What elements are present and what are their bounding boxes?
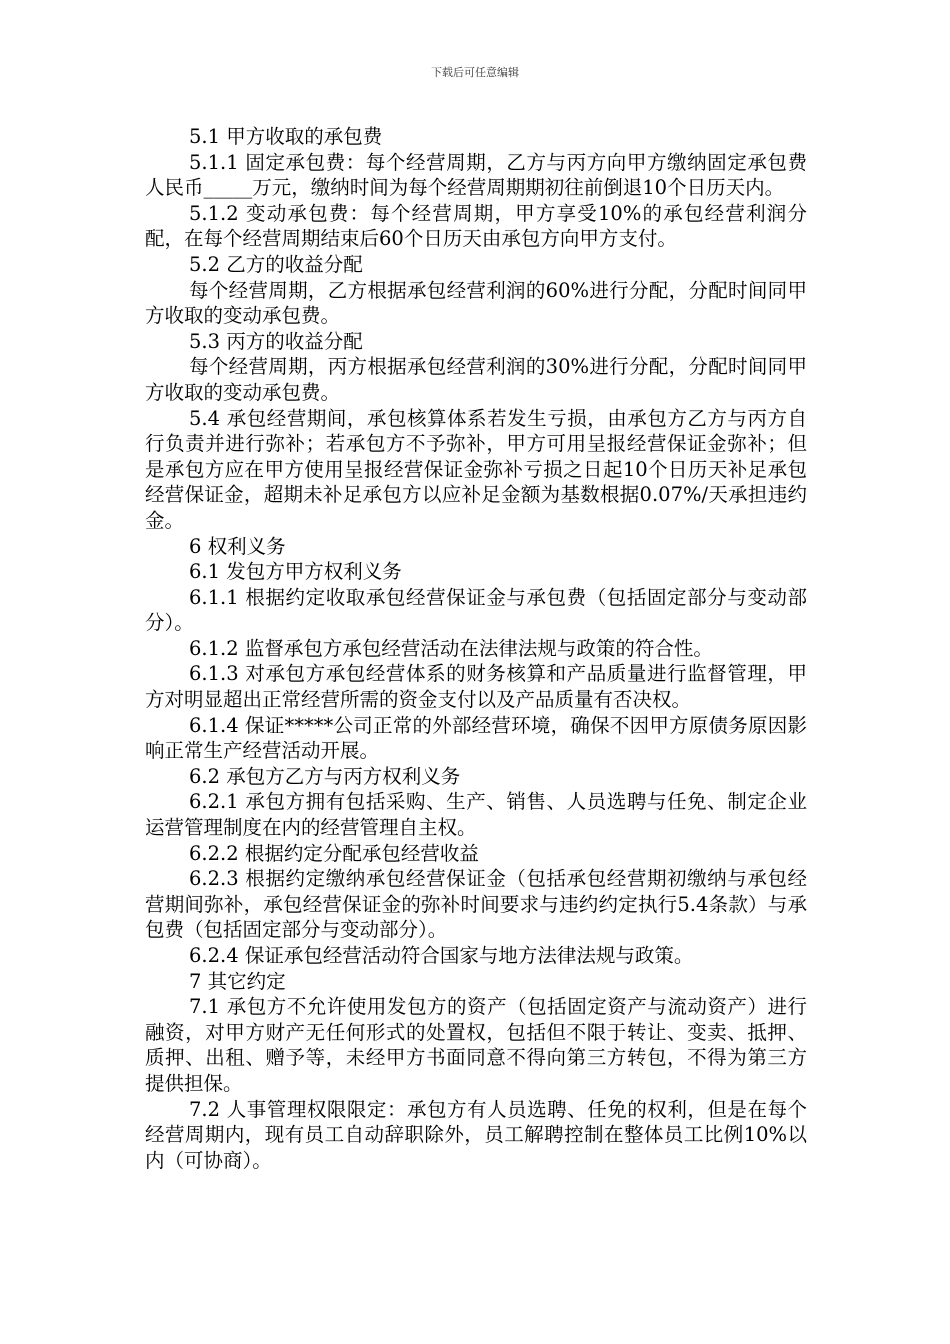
- heading-6-1: 6.1 发包方甲方权利义务: [189, 560, 402, 584]
- clause-5-2-text: 每个经营周期，乙方根据承包经营利润的60%进行分配，分配时间同甲方收取的变动承包费。: [145, 278, 807, 328]
- clause-5-3-text: 每个经营周期，丙方根据承包经营利润的30%进行分配，分配时间同甲方收取的变动承包费。: [145, 355, 807, 404]
- clause-6-1-1: 6.1.1 根据约定收取承包经营保证金与承包费（包括固定部分与变动部分）。: [145, 585, 807, 635]
- page-header: 下载后可任意编辑: [431, 66, 519, 79]
- clause-6-2-3: 6.2.3 根据约定缴纳承包经营保证金（包括承包经营期初缴纳与承包经营期间弥补，承包经营保证金的弥补时间要求与违约约定执行5.4条款）与承包费（包括固定部分与变动部分）。: [145, 867, 807, 942]
- clause-7-2: 7.2 人事管理权限限定：承包方有人员选聘、任免的权利，但是在每个经营周期内，现有员工自动辞职除外，员工解聘控制在整体员工比例10%以内（可协商）。: [145, 1097, 807, 1172]
- clause-6-1-2: 6.1.2 监督承包方承包经营活动在法律法规与政策的符合性。: [189, 636, 713, 660]
- heading-6-2: 6.2 承包方乙方与丙方权利义务: [189, 764, 461, 788]
- clause-5-4: 5.4 承包经营期间，承包核算体系若发生亏损，由承包方乙方与丙方自行负责并进行弥补；若承包方不予弥补，甲方可用呈报经营保证金弥补；但是承包方应在甲方使用呈报经营保证金弥补亏损之日起10个日历天补足承包经营保证金，超期未补足承包方以应补足金额为基数根据0.07%/天承担违约金。: [145, 406, 807, 532]
- clause-6-1-3: 6.1.3 对承包方承包经营体系的财务核算和产品质量进行监督管理，甲方对明显超出正常经营所需的资金支付以及产品质量有否决权。: [145, 662, 807, 712]
- clause-7-1: 7.1 承包方不允许使用发包方的资产（包括固定资产与流动资产）进行融资，对甲方财产无任何形式的处置权，包括但不限于转让、变卖、抵押、质押、出租、赠予等，未经甲方书面同意不得向第三方转包，不得为第三方提供担保。: [145, 995, 807, 1095]
- heading-6: 6 权利义务: [189, 534, 286, 558]
- clause-5-1-1: 5.1.1 固定承包费：每个经营周期，乙方与丙方向甲方缴纳固定承包费人民币_____万元，缴纳时间为每个经营周期期初往前倒退10个日历天内。: [145, 150, 807, 200]
- clause-6-2-1: 6.2.1 承包方拥有包括采购、生产、销售、人员选聘与任免、制定企业运营管理制度在内的经营管理自主权。: [145, 790, 807, 840]
- clause-6-1-4: 6.1.4 保证*****公司正常的外部经营环境，确保不因甲方原债务原因影响正常生产经营活动开展。: [145, 713, 807, 763]
- heading-5-1: 5.1 甲方收取的承包费: [189, 125, 383, 148]
- heading-5-3: 5.3 丙方的收益分配: [189, 329, 363, 353]
- clause-6-2-2: 6.2.2 根据约定分配承包经营收益: [189, 841, 479, 865]
- clause-6-2-4: 6.2.4 保证承包经营活动符合国家与地方法律法规与政策。: [189, 944, 694, 967]
- heading-5-2: 5.2 乙方的收益分配: [189, 252, 363, 276]
- clause-5-1-2: 5.1.2 变动承包费：每个经营周期，甲方享受10%的承包经营利润分配，在每个经营周期结束后60个日历天由承包方向甲方支付。: [145, 201, 807, 251]
- document-body: [145, 124, 807, 1173]
- heading-7: 7 其它约定: [189, 969, 286, 993]
